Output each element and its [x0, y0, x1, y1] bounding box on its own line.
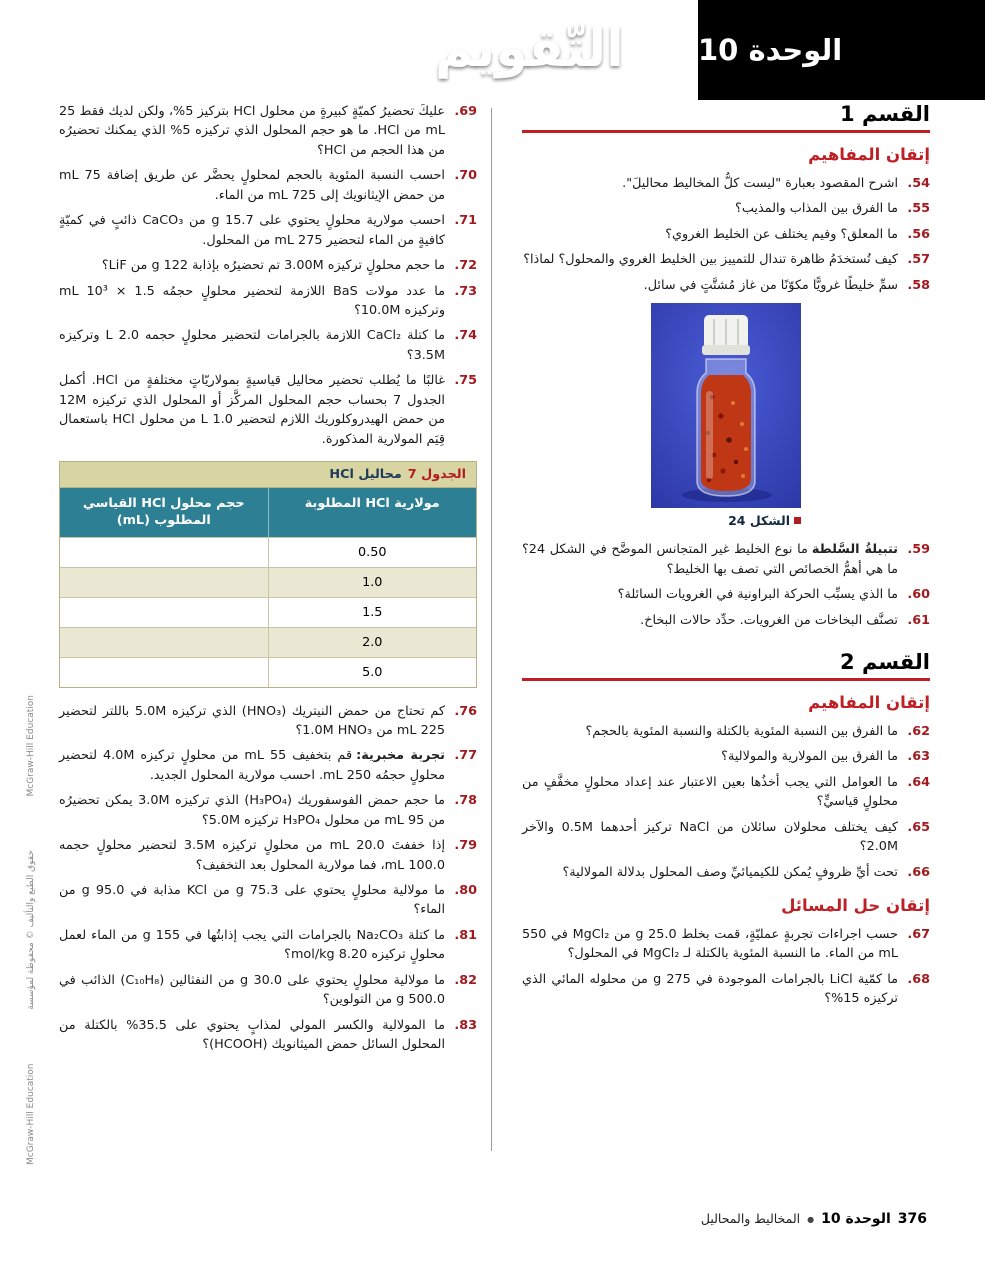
question-text [522, 250, 898, 269]
table-header-row [60, 488, 476, 537]
question-item [59, 256, 477, 275]
question-body: عليكَ تحضيرُ كميّةٍ كبيرةٍ من محلول HCl بتركيز 5%، ولكن لديك فقط 25 mL من HCl. ما هو حجم المحلول الذي تركيزه 5% الذي يمكنك تحضيرُه من هذا الحجم من HCl؟ [59, 104, 446, 158]
question-body: ما مولالية محلولٍ يحتوي على 30.0 g من النفثالين (C₁₀H₈) الذائب في 500.0 g من التولوين؟ [59, 972, 445, 1008]
question-item [522, 773, 930, 812]
question-text [522, 722, 898, 741]
table-body [60, 537, 476, 687]
question-number: 64. [907, 774, 930, 790]
question-number: 68. [907, 971, 930, 987]
question-item [59, 1016, 477, 1055]
question-body: غالبًا ما يُطلب تحضير محاليل قياسيةٍ بمولاريّاتٍ مختلفةٍ من HCl. أكمل الجدول 7 بحساب حجم المحلول المركَّز أو المحلول الذي تركيزه 12M من حمض الهيدروكلوريك اللازم لتحضير 1.0 L من محلول HCl باستعمال قِيَم المولارية المذكورة. [59, 373, 445, 447]
question-body: ما عدد مولات BaS اللازمة لتحضير محلولٍ حجمُه 1.5 × 10³ mL وتركيزه 10.0M؟ [59, 283, 445, 318]
question-text [522, 818, 898, 857]
question-text [59, 702, 445, 741]
question-text [522, 925, 898, 964]
question-number: 57. [907, 252, 930, 268]
question-item [522, 585, 930, 604]
spine-publisher-top: McGraw-Hill Education [26, 695, 36, 797]
section1-concepts-heading: إتقان المفاهيم [808, 145, 930, 164]
question-text [522, 225, 898, 244]
question-item [522, 722, 930, 741]
question-number: 75. [454, 373, 477, 389]
questions-59-61 [522, 540, 930, 630]
question-text [522, 540, 898, 579]
question-item [522, 276, 930, 295]
question-number: 76. [454, 703, 477, 719]
figure-caption [651, 513, 801, 528]
page-footer [701, 1211, 927, 1227]
question-item [522, 225, 930, 244]
table-cell-volume [60, 567, 269, 597]
footer-unit: الوحدة 10 [821, 1211, 891, 1227]
table-cell-molarity: 1.5 [269, 597, 477, 627]
question-body: تحت أيِّ ظروفٍ يُمكن للكيميائيِّ وصف المحلول بدلالة المولالية؟ [562, 864, 898, 880]
question-text [59, 371, 445, 449]
question-text [59, 836, 445, 875]
question-text [59, 926, 445, 965]
question-number: 73. [454, 283, 477, 299]
question-body: اشرح المقصود بعبارة "ليست كلُّ المخاليط محاليلَ". [622, 176, 898, 191]
page-title: التّقويم [435, 18, 624, 79]
question-number: 78. [454, 793, 477, 809]
question-body: ما حجم محلولٍ تركيزه 3.00M تم تحضيرُه بإذابة 122 g من LiF؟ [101, 258, 445, 274]
question-text [59, 971, 445, 1010]
question-body: ما مولالية محلولٍ يحتوي على 75.3 g من KCl مذابة في 95.0 g من الماء؟ [59, 883, 445, 918]
question-text [522, 747, 898, 766]
question-number: 55. [907, 201, 930, 217]
question-text [522, 585, 898, 604]
question-body: احسب النسبة المئوية بالحجم لمحلولٍ يحضَّر عن طريق إضافة 75 mL من حمض الإيثانويك إلى 725 mL من الماء. [59, 168, 445, 203]
table-row [60, 597, 476, 627]
bottle-photo [651, 303, 801, 508]
question-item [59, 211, 477, 250]
question-number: 71. [454, 213, 477, 229]
question-item [59, 881, 477, 920]
question-number: 70. [454, 168, 477, 184]
question-item [59, 702, 477, 741]
question-item [59, 926, 477, 965]
table-cell-molarity: 0.50 [269, 537, 477, 567]
question-body: ما الفرق بين المولارية والمولالية؟ [721, 749, 898, 765]
question-item [522, 199, 930, 218]
question-item [59, 371, 477, 449]
question-text [522, 863, 898, 882]
table-cell-volume [60, 537, 269, 567]
question-body: ما نوع الخليط غير المتجانس الموضَّح في الشكل 24؟ ما هي أهمُّ الخصائص التي تصف بها الخليط؟ [522, 542, 898, 577]
question-body: قم بتخفيف 55 mL من محلولٍ تركيزه 4.0M لتحضير محلولٍ حجمُه 250 mL. احسب مولارية المحلول الجديد. [59, 748, 445, 783]
question-text [522, 970, 898, 1009]
questions-76-83 [59, 702, 477, 1055]
page-header [0, 0, 985, 100]
questions-67-68 [522, 925, 930, 1009]
question-item [522, 747, 930, 766]
question-body: كيف يختلف محلولان سائلان من NaCl تركيز أحدهما 0.5M والآخر 2.0M؟ [522, 819, 898, 855]
question-item [59, 326, 477, 365]
section2-title: القسم 2 [522, 650, 930, 681]
question-item [59, 791, 477, 830]
table-row [60, 567, 476, 597]
question-body: ما المولالية والكسر المولي لمذابٍ يحتوي على 35.5% بالكتلة من المحلول السائل حمض الميثانويك (HCOOH)؟ [59, 1017, 445, 1053]
table-header-molarity: مولارية HCl المطلوبة [304, 496, 440, 511]
questions-62-66 [522, 722, 930, 882]
question-number: 61. [907, 612, 930, 628]
spine-publisher-bottom: McGraw-Hill Education [26, 1063, 36, 1165]
hcl-solutions-table [59, 461, 477, 688]
spine-copyright-text: حقوق الطبع والتأليف © محفوظة لمؤسسة [26, 850, 36, 1010]
questions-54-58 [522, 174, 930, 295]
question-body: ما الفرق بين النسبة المئوية بالكتلة والنسبة المئوية بالحجم؟ [585, 723, 898, 739]
question-body: سمِّ خليطًا غرويًّا مكوّنًا من غاز مُشتَّتٍ في سائل. [643, 277, 898, 293]
question-body: ما العوامل التي يجب أخذُها بعين الاعتبار عند إعداد محلولٍ مخفَّفٍ من محلولٍ قياسيٍّ؟ [522, 774, 898, 810]
question-body: إذا خففتَ 20.0 mL من محلولٍ تركيزه 3.5M لتحضير محلولٍ حجمه 100.0 mL، فما مولارية المحلول بعد التخفيف؟ [59, 838, 445, 873]
question-text [59, 881, 445, 920]
page-number: 376 [897, 1211, 927, 1227]
question-item [522, 540, 930, 579]
table-cell-molarity: 1.0 [269, 567, 477, 597]
question-item [522, 925, 930, 964]
question-item [522, 818, 930, 857]
question-number: 67. [907, 927, 930, 942]
question-number: 79. [454, 838, 477, 854]
table-header-volume: حجم محلول HCl القياسي المطلوب (mL) [60, 488, 269, 537]
question-number: 66. [907, 864, 930, 880]
table-cell-volume [60, 627, 269, 657]
question-text [522, 276, 898, 295]
question-body: حسب اجراءات تجربةٍ عمليّةٍ، قمت بخلط 25.0 g من MgCl₂ في 550 mL من الماء. ما النسبة المئوية بالكتلة لـ MgCl₂ في المحلول؟ [522, 927, 899, 962]
question-item [59, 971, 477, 1010]
footer-topic: المخاليط والمحاليل [700, 1211, 801, 1226]
question-text [59, 282, 445, 321]
question-number: 81. [454, 927, 477, 943]
question-text [59, 166, 445, 205]
unit-box [698, 0, 985, 100]
question-item [59, 746, 477, 785]
question-body: ما كمّية LiCl بالجرامات الموجودة في 275 g من محلوله المائي الذي تركيزه 15%؟ [522, 971, 898, 1007]
question-text [59, 746, 445, 785]
question-item [59, 102, 477, 160]
question-text [59, 791, 445, 830]
question-item [522, 174, 930, 193]
table-cell-volume [60, 657, 269, 687]
page-content [55, 102, 930, 1209]
question-text [522, 174, 898, 193]
question-number: 62. [907, 723, 930, 739]
question-body: كم تحتاج من حمض النيتريك (HNO₃) الذي تركيزه 5.0M باللتر لتحضير 225 mL من 1.0M HNO₃؟ [59, 703, 445, 738]
question-body: ما حجم حمض الفوسفوريك (H₃PO₄) الذي تركيزه 3.0M يمكن تحضيرُه من 95 mL من محلول H₃PO₄ تركيزه 5.0M؟ [59, 793, 445, 828]
figure-bullet-icon [794, 517, 801, 524]
question-item [59, 836, 477, 875]
question-number: 77. [454, 748, 477, 764]
question-body: ما الذي يسبِّب الحركة البراونية في الغرويات السائلة؟ [617, 587, 898, 603]
banner-striped-background [0, 0, 688, 100]
table-title [60, 462, 476, 488]
table-row [60, 627, 476, 657]
question-body: ما المعلق؟ وفيم يختلف عن الخليط الغروي؟ [665, 226, 898, 242]
question-item [522, 611, 930, 630]
questions-69-75 [59, 102, 477, 449]
problems-heading: إتقان حل المسائل [781, 896, 930, 915]
question-text [522, 773, 898, 812]
column-divider [491, 108, 492, 1151]
question-lead: تجربة مخبرية: [356, 748, 445, 764]
table-cell-molarity: 5.0 [269, 657, 477, 687]
question-text [59, 256, 445, 275]
question-text [522, 199, 898, 218]
right-column [506, 102, 930, 1209]
section2-concepts-heading: إتقان المفاهيم [808, 692, 930, 712]
question-text [59, 326, 445, 365]
question-number: 54. [907, 176, 930, 191]
section1-title: القسم 1 [522, 102, 930, 133]
question-number: 82. [454, 972, 477, 988]
question-number: 74. [454, 328, 477, 344]
question-number: 69. [454, 104, 477, 119]
table-row [60, 537, 476, 567]
question-body: ما كتلة CaCl₂ اللازمة بالجرامات لتحضير محلولٍ حجمه 2.0 L وتركيزه 3.5M؟ [59, 328, 445, 363]
figure-24 [651, 303, 801, 528]
question-item [59, 166, 477, 205]
question-lead: تتبيلةُ السَّلطة [811, 542, 898, 558]
banner-divider [688, 0, 698, 100]
question-text [59, 1016, 445, 1055]
left-column [55, 102, 477, 1209]
question-text [522, 611, 898, 630]
table-name: محاليل HCl [329, 467, 402, 482]
question-text [59, 211, 445, 250]
table-cell-molarity: 2.0 [269, 627, 477, 657]
question-number: 58. [907, 277, 930, 293]
question-body: ما كتلة Na₂CO₃ بالجرامات التي يجب إذابتُها في 155 g من الماء لعمل محلولٍ تركيزه 8.20 mol/kg؟ [59, 927, 445, 963]
question-item [522, 970, 930, 1009]
footer-bullet-icon: ● [807, 1214, 815, 1224]
question-number: 83. [454, 1017, 477, 1033]
question-number: 63. [907, 749, 930, 765]
question-number: 60. [907, 587, 930, 603]
table-row [60, 657, 476, 687]
unit-label: الوحدة 10 [698, 33, 843, 67]
question-number: 59. [907, 542, 930, 558]
table-cell-volume [60, 597, 269, 627]
question-text [59, 102, 445, 160]
question-body: تصنَّف البخاخات من الغرويات. حدِّد حالات البخاخ. [640, 612, 898, 628]
question-body: احسب مولارية محلولٍ يحتوي على 15.7 g من CaCO₃ ذائبٍ في كميّةٍ كافيةٍ من الماء لتحضير 275 mL من المحلول. [59, 213, 445, 248]
question-number: 56. [907, 226, 930, 242]
spine-copyright [26, 695, 36, 1165]
table-number: الجدول 7 [407, 467, 466, 482]
question-item [59, 282, 477, 321]
question-item [522, 250, 930, 269]
question-number: 80. [454, 883, 477, 899]
question-item [522, 863, 930, 882]
question-number: 72. [454, 258, 477, 274]
question-body: كيف تُستخدَمُ ظاهرة تندال للتمييز بين الخليط الغروي والمحلول؟ لماذا؟ [523, 252, 898, 268]
figure-caption-label: الشكل 24 [728, 513, 790, 529]
question-number: 65. [907, 819, 930, 835]
question-body: ما الفرق بين المذاب والمذيب؟ [735, 201, 898, 217]
